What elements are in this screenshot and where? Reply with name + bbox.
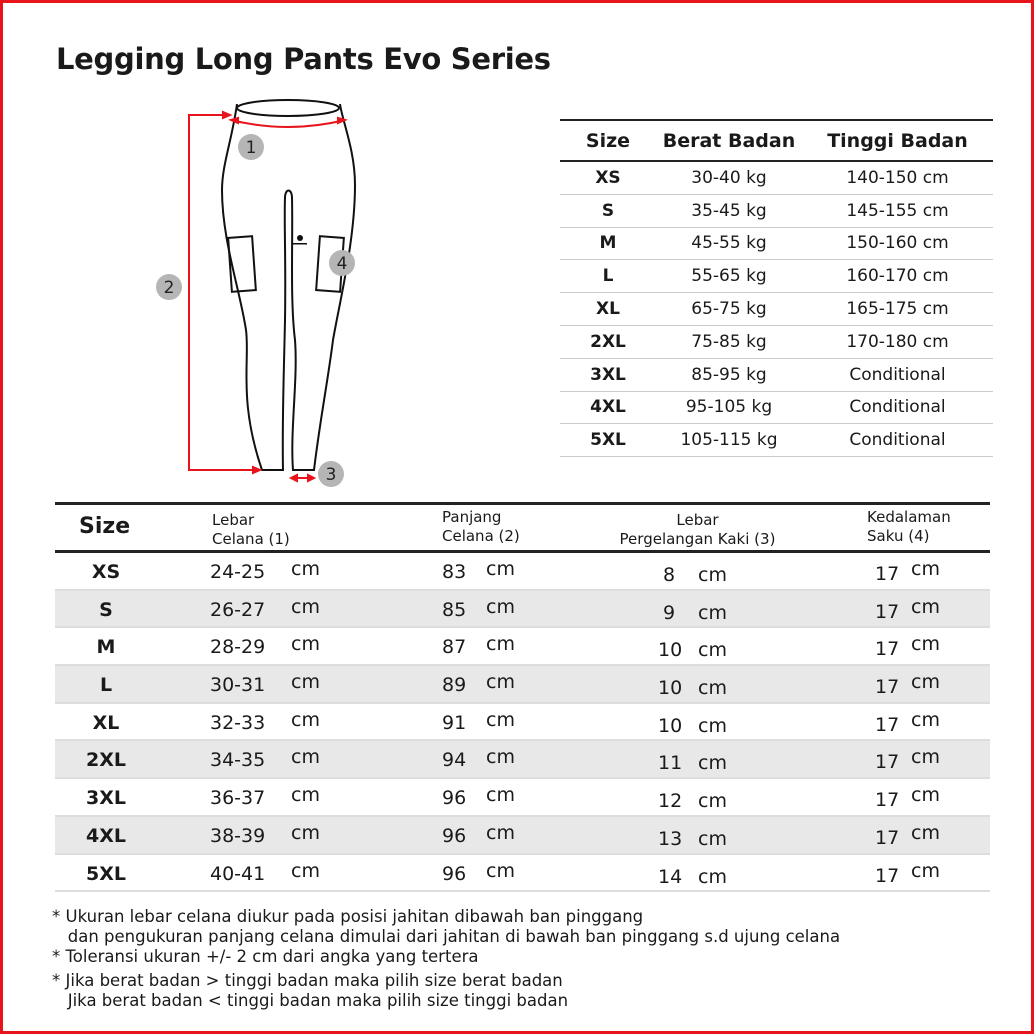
size-cell: L — [99, 674, 113, 697]
weight-cell: 35-45 kg — [691, 200, 767, 221]
size-cell: M — [96, 636, 116, 659]
saku-value: 17 — [875, 751, 900, 774]
size-cell: XS — [91, 561, 121, 583]
size-cell: 4XL — [590, 397, 626, 418]
header-size: Size — [585, 129, 631, 152]
weight-cell: 45-55 kg — [691, 233, 767, 254]
body-size-table — [560, 119, 993, 457]
panjang-unit: cm — [486, 708, 515, 731]
header-kedalaman-saku: Kedalaman Saku (4) — [867, 508, 951, 545]
lebar-unit: cm — [291, 595, 320, 618]
saku-unit: cm — [911, 821, 940, 844]
panjang-unit: cm — [486, 595, 515, 618]
weight-cell: 30-40 kg — [691, 167, 767, 188]
marker-1 — [238, 134, 264, 160]
header-panjang-celana: Panjang Celana (2) — [442, 508, 520, 545]
kaki-value: 14 — [658, 865, 683, 888]
kaki-value: 10 — [658, 639, 683, 662]
saku-value: 17 — [875, 826, 900, 849]
panjang-value: 96 — [442, 787, 467, 810]
height-cell: Conditional — [849, 397, 946, 418]
kaki-unit: cm — [698, 564, 727, 586]
svg-text:1: 1 — [245, 138, 257, 158]
measurement-table — [55, 502, 990, 892]
size-cell: 5XL — [590, 430, 626, 451]
kaki-unit: cm — [698, 827, 727, 850]
size-cell: S — [99, 598, 113, 621]
height-cell: 145-155 cm — [846, 200, 949, 221]
table-row — [55, 704, 990, 742]
height-cell: 170-180 cm — [846, 331, 949, 352]
lebar-value: 34-35 — [210, 749, 266, 772]
lebar-unit: cm — [291, 671, 320, 694]
saku-unit: cm — [911, 746, 940, 769]
note-line: * Toleransi ukuran +/- 2 cm dari angka yang tertera — [52, 947, 479, 966]
table-row — [560, 392, 993, 425]
lebar-value: 28-29 — [210, 636, 266, 659]
header-size: Size — [79, 514, 131, 539]
kaki-value: 10 — [658, 714, 683, 737]
height-cell: 140-150 cm — [846, 167, 949, 188]
saku-unit: cm — [911, 859, 940, 882]
saku-value: 17 — [875, 600, 900, 623]
saku-unit: cm — [911, 784, 940, 807]
lebar-value: 30-31 — [210, 674, 266, 697]
table-row — [560, 228, 993, 261]
table-header — [55, 505, 990, 553]
table-row — [55, 628, 990, 666]
marker-2 — [156, 274, 182, 300]
table-row — [55, 666, 990, 704]
height-cell: Conditional — [849, 364, 946, 385]
table-row — [560, 326, 993, 359]
table-row — [55, 817, 990, 855]
weight-cell: 85-95 kg — [691, 364, 767, 385]
brand-logo-icon — [293, 235, 307, 245]
panjang-value: 89 — [442, 674, 467, 697]
kaki-unit: cm — [698, 601, 727, 624]
panjang-unit: cm — [486, 821, 515, 844]
panjang-unit: cm — [486, 859, 515, 882]
lebar-unit: cm — [291, 859, 320, 882]
panjang-unit: cm — [486, 746, 515, 769]
page-title: Legging Long Pants Evo Series — [56, 42, 551, 76]
weight-cell: 105-115 kg — [680, 430, 778, 451]
kaki-unit: cm — [698, 677, 727, 700]
kaki-unit: cm — [698, 639, 727, 662]
svg-text:2: 2 — [163, 278, 175, 298]
table-header — [560, 121, 993, 162]
size-cell: 5XL — [86, 862, 126, 885]
saku-value: 17 — [875, 638, 900, 661]
panjang-value: 83 — [442, 561, 467, 583]
size-cell: 3XL — [590, 364, 626, 385]
lebar-value: 24-25 — [210, 561, 266, 583]
saku-value: 17 — [875, 789, 900, 812]
weight-cell: 65-75 kg — [691, 299, 767, 320]
svg-text:3: 3 — [325, 465, 337, 485]
table-row — [55, 553, 990, 591]
header-height: Tinggi Badan — [827, 129, 968, 152]
table-row — [560, 359, 993, 392]
notes — [52, 907, 840, 1011]
kaki-value: 9 — [663, 601, 676, 624]
panjang-value: 91 — [442, 711, 467, 734]
panjang-unit: cm — [486, 784, 515, 807]
height-cell: 165-175 cm — [846, 299, 949, 320]
table-row — [55, 855, 990, 893]
panjang-value: 85 — [442, 598, 467, 621]
saku-value: 17 — [875, 713, 900, 736]
size-cell: L — [602, 266, 614, 287]
size-cell: XS — [595, 167, 621, 188]
panjang-value: 87 — [442, 636, 467, 659]
lebar-value: 26-27 — [210, 598, 266, 621]
kaki-unit: cm — [698, 790, 727, 813]
table-row — [560, 424, 993, 457]
kaki-unit: cm — [698, 752, 727, 775]
lebar-unit: cm — [291, 784, 320, 807]
header-lebar-celana: Lebar Celana (1) — [212, 511, 290, 548]
table-row — [55, 779, 990, 817]
height-cell: 150-160 cm — [846, 233, 949, 254]
table-row — [55, 591, 990, 629]
table-row — [560, 195, 993, 228]
kaki-value: 12 — [658, 790, 683, 813]
height-cell: Conditional — [849, 430, 946, 451]
panjang-unit: cm — [486, 633, 515, 656]
saku-unit: cm — [911, 671, 940, 694]
size-cell: XL — [92, 711, 120, 734]
height-cell: 160-170 cm — [846, 266, 949, 287]
kaki-unit: cm — [698, 714, 727, 737]
size-cell: S — [601, 200, 615, 221]
panjang-value: 96 — [442, 862, 467, 885]
lebar-value: 38-39 — [210, 824, 266, 847]
table-row — [560, 293, 993, 326]
lebar-value: 32-33 — [210, 711, 266, 734]
size-cell: 4XL — [86, 824, 126, 847]
size-cell: M — [599, 233, 617, 254]
size-cell: 2XL — [590, 331, 626, 352]
lebar-unit: cm — [291, 558, 320, 580]
header-pergelangan-kaki: Lebar Pergelangan Kaki (3) — [619, 511, 776, 548]
legging-diagram — [0, 0, 400, 500]
measure-lines — [189, 112, 345, 481]
table-row — [560, 162, 993, 195]
kaki-value: 10 — [658, 677, 683, 700]
saku-unit: cm — [911, 708, 940, 731]
saku-unit: cm — [911, 633, 940, 656]
lebar-unit: cm — [291, 746, 320, 769]
size-cell: XL — [596, 299, 620, 320]
note-line: * Jika berat badan > tinggi badan maka pilih size berat badan — [52, 971, 563, 990]
table-row — [560, 260, 993, 293]
weight-cell: 55-65 kg — [691, 266, 767, 287]
saku-value: 17 — [875, 864, 900, 887]
header-weight: Berat Badan — [662, 129, 796, 152]
lebar-unit: cm — [291, 633, 320, 656]
panjang-value: 94 — [442, 749, 467, 772]
panjang-unit: cm — [486, 558, 515, 580]
lebar-value: 36-37 — [210, 787, 266, 810]
weight-cell: 95-105 kg — [685, 397, 773, 418]
saku-value: 17 — [875, 563, 900, 585]
panjang-unit: cm — [486, 671, 515, 694]
lebar-value: 40-41 — [210, 862, 266, 885]
size-cell: 2XL — [86, 749, 126, 772]
table-row — [55, 741, 990, 779]
svg-text:4: 4 — [336, 254, 348, 274]
saku-unit: cm — [911, 558, 940, 580]
kaki-unit: cm — [698, 865, 727, 888]
saku-unit: cm — [911, 595, 940, 618]
size-cell: 3XL — [86, 787, 126, 810]
marker-3 — [318, 461, 344, 487]
note-line: * Ukuran lebar celana diukur pada posisi jahitan dibawah ban pinggang — [52, 907, 644, 926]
kaki-value: 8 — [663, 564, 676, 586]
note-line: dan pengukuran panjang celana dimulai dari jahitan di bawah ban pinggang s.d ujung celana — [52, 927, 841, 946]
weight-cell: 75-85 kg — [691, 331, 767, 352]
lebar-unit: cm — [291, 708, 320, 731]
lebar-unit: cm — [291, 821, 320, 844]
note-line: Jika berat badan < tinggi badan maka pilih size tinggi badan — [52, 991, 569, 1010]
saku-value: 17 — [875, 676, 900, 699]
marker-4 — [329, 250, 355, 276]
kaki-value: 13 — [658, 827, 683, 850]
panjang-value: 96 — [442, 824, 467, 847]
kaki-value: 11 — [658, 752, 683, 775]
